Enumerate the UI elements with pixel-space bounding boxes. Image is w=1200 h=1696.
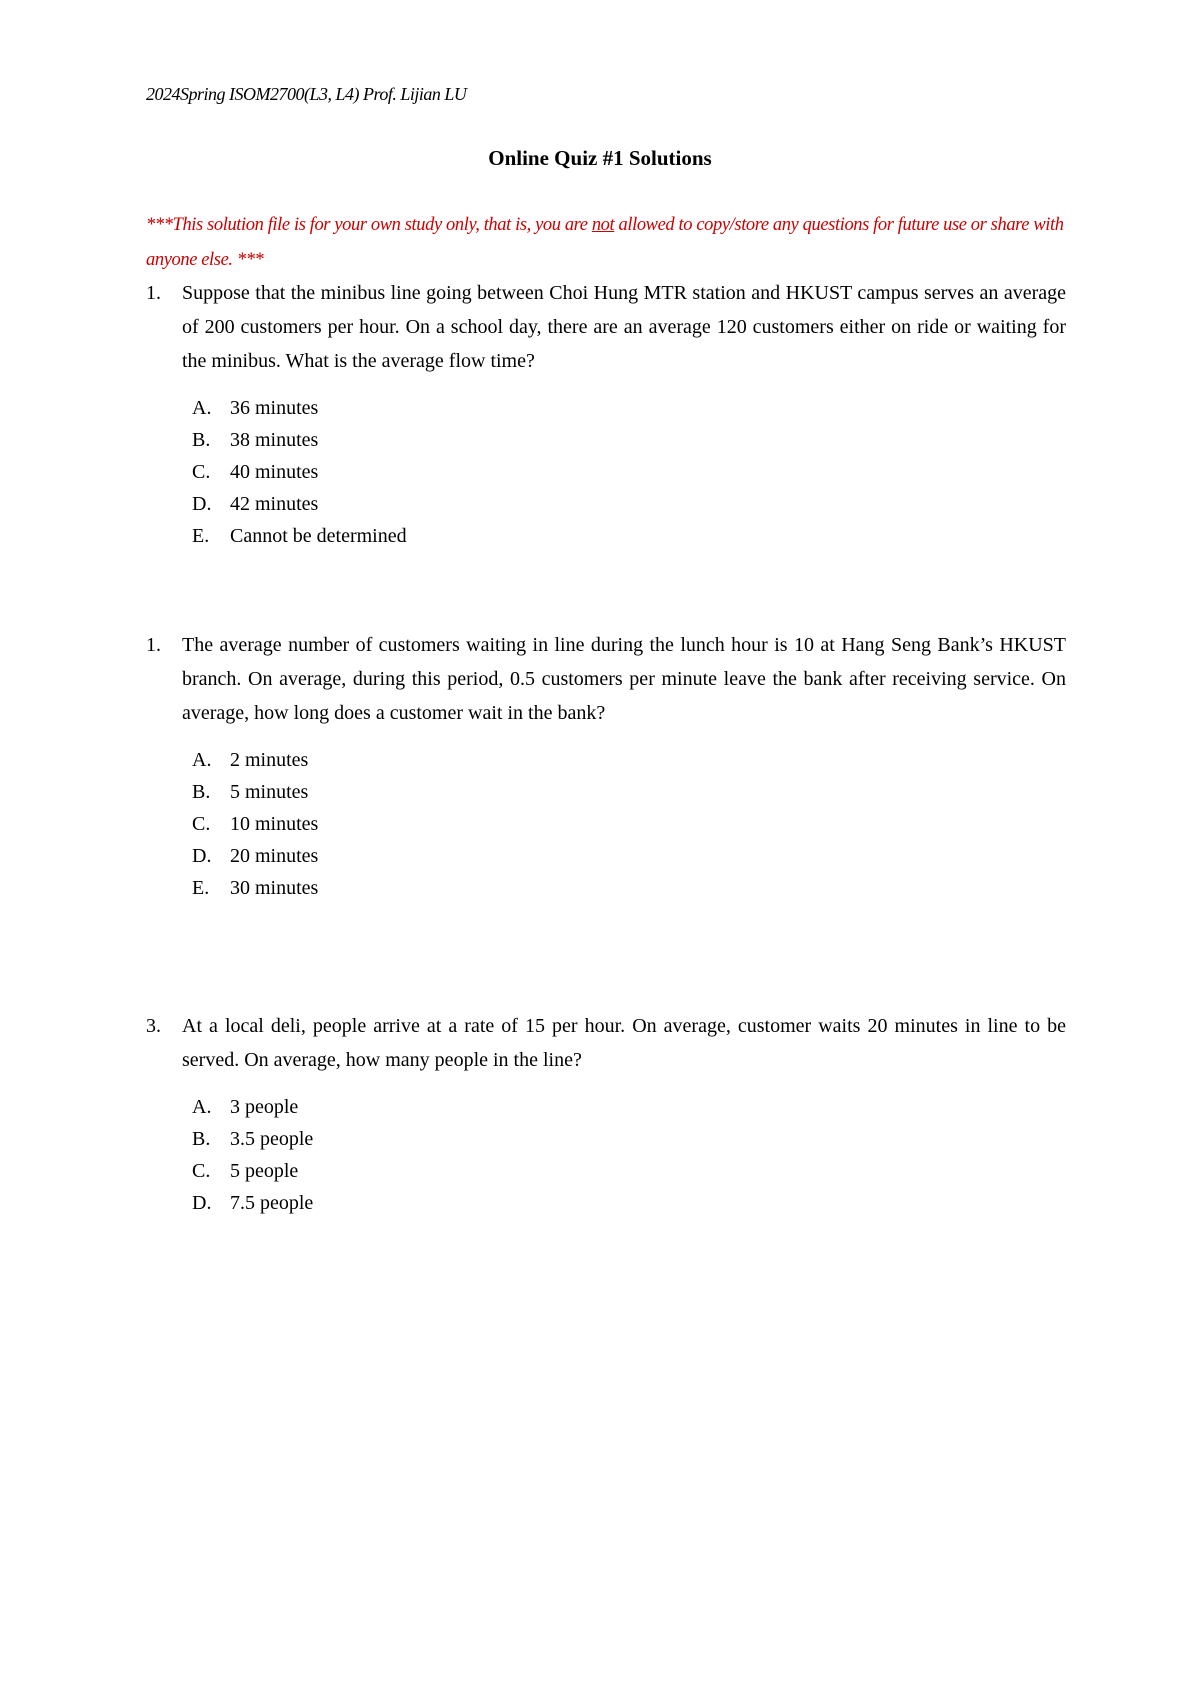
notice-text-part1: ***This solution file is for your own study only, that is, you are [146,215,592,235]
option-letter: C. [192,813,211,835]
option-d [146,1187,1066,1219]
option-e [146,520,1066,552]
option-text: 42 minutes [230,493,319,515]
notice-text-part2: allowed to copy/store any questions for future use or share with anyone else. *** [146,215,1064,270]
option-a [146,392,1066,424]
option-letter: E. [192,525,210,547]
question-text: The average number of customers waiting in line during the lunch hour is 10 at Hang Seng Bank’s HKUST branch. On average, during this period, 0.5 customers per minute leave the bank after receiving service. On average, how long does a customer wait in the bank? [182,634,1066,724]
option-letter: A. [192,1096,212,1118]
option-a [146,744,1066,776]
option-letter: E. [192,877,210,899]
option-text: 3.5 people [230,1128,314,1150]
option-text: 36 minutes [230,397,319,419]
option-d [146,488,1066,520]
question-2 [146,628,1066,904]
option-text: 40 minutes [230,461,319,483]
option-text: 5 people [230,1160,299,1182]
question-number: 3. [146,1015,161,1037]
notice-emphasis: not [591,215,615,235]
option-letter: C. [192,1160,211,1182]
option-letter: D. [192,493,212,515]
course-header: 2024Spring ISOM2700(L3, L4) Prof. Lijian LU [146,84,467,104]
option-e [146,872,1066,904]
option-text: 38 minutes [230,429,319,451]
option-text: 3 people [230,1096,299,1118]
option-letter: C. [192,461,211,483]
option-letter: B. [192,429,211,451]
option-letter: D. [192,845,212,867]
option-text: 30 minutes [230,877,319,899]
question-text: Suppose that the minibus line going between Choi Hung MTR station and HKUST campus serves an average of 200 customers per hour. On a school day, there are an average 120 customers either on ride or waiting for the minibus. What is the average flow time? [182,282,1066,372]
page-title: Online Quiz #1 Solutions [488,146,712,170]
option-letter: B. [192,1128,211,1150]
option-text: 10 minutes [230,813,319,835]
option-letter: A. [192,749,212,771]
question-number: 1. [146,634,161,656]
option-letter: D. [192,1192,212,1214]
question-3 [146,1009,1066,1219]
option-letter: A. [192,397,212,419]
option-text: 2 minutes [230,749,309,771]
option-text: 7.5 people [230,1192,314,1214]
option-text: Cannot be determined [230,525,407,547]
option-d [146,840,1066,872]
option-text: 5 minutes [230,781,309,803]
question-text: At a local deli, people arrive at a rate of 15 per hour. On average, customer waits 20 minutes in line to be served. On average, how many people in the line? [182,1015,1066,1071]
option-list [146,744,1066,904]
option-a [146,1091,1066,1123]
option-list [146,392,1066,552]
option-text: 20 minutes [230,845,319,867]
question-1 [146,276,1066,552]
option-list [146,1091,1066,1219]
option-c [146,456,1066,488]
option-b [146,776,1066,808]
usage-notice [146,208,1066,278]
option-b [146,1123,1066,1155]
option-c [146,1155,1066,1187]
question-number: 1. [146,282,161,304]
option-c [146,808,1066,840]
option-b [146,424,1066,456]
option-letter: B. [192,781,211,803]
